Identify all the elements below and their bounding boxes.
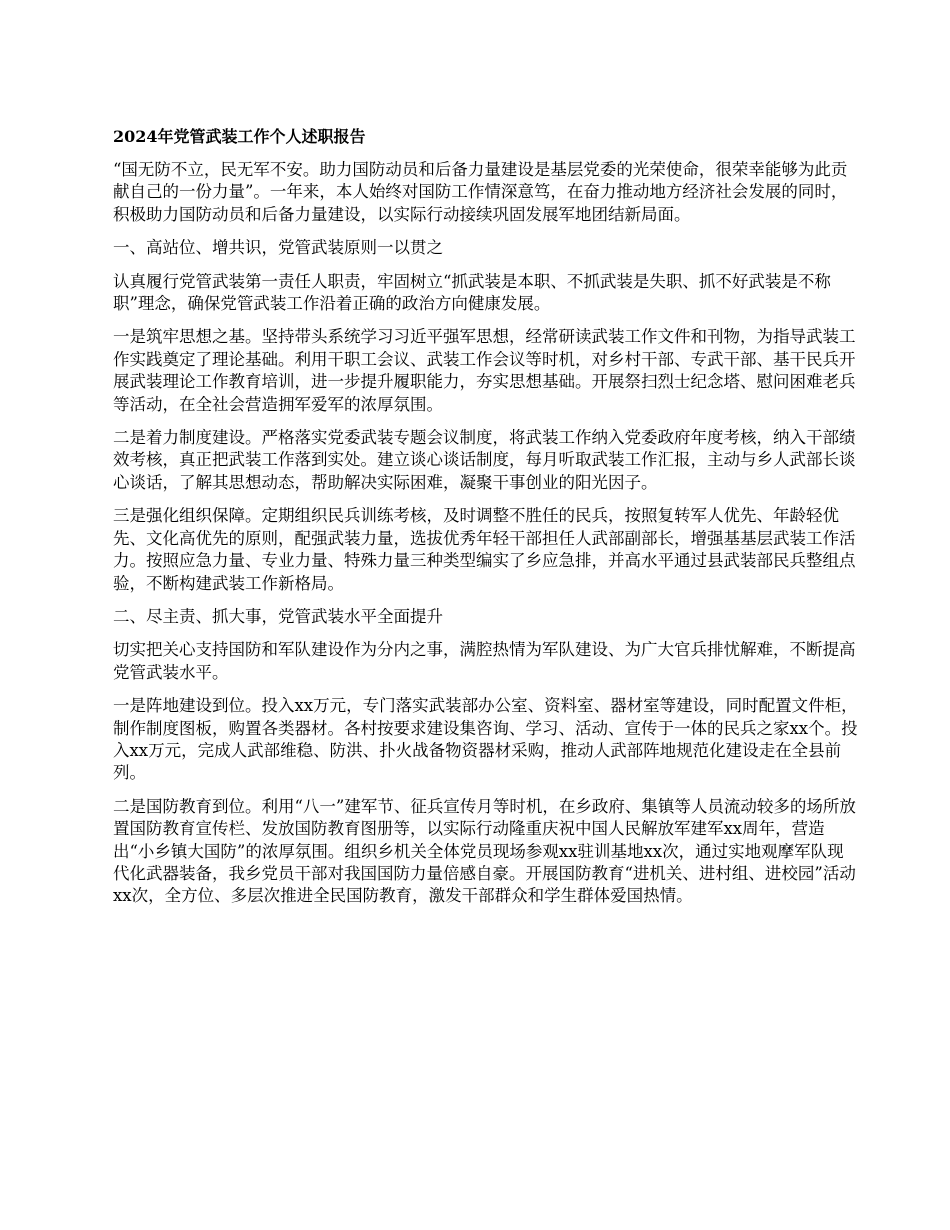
section-2-paragraph-1: 一是阵地建设到位。投入xx万元，专门落实武装部办公室、资料室、器材室等建设，同时配置文件柜，制作制度图板，购置各类器材。各村按要求建设集咨询、学习、活动、宣传于一体的民兵之家xx个。投入xx万元，完成人武部维稳、防洪、扑火战备物资器材采购，推动人武部阵地规范化建设走在全县前列。 (113, 696, 858, 783)
section-2-heading: 二、尽主责、抓大事，党管武装水平全面提升 (113, 606, 443, 626)
section-2-lead: 切实把关心支持国防和军队建设作为分内之事，满腔热情为军队建设、为广大官兵排忧解难，不断提高党管武装水平。 (113, 640, 856, 682)
section-1-paragraph-2: 二是着力制度建设。严格落实党委武装专题会议制度，将武装工作纳入党委政府年度考核，纳入干部绩效考核，真正把武装工作落到实处。建立谈心谈话制度，每月听取武装工作汇报，主动与乡人武部长谈心谈话，了解其思想动态，帮助解决实际困难，凝聚干事创业的阳光因子。 (113, 428, 856, 492)
section-1-heading: 一、高站位、增共识，党管武装原则一以贯之 (113, 238, 443, 258)
section-1-lead: 认真履行党管武装第一责任人职责，牢固树立“抓武装是本职、不抓武装是失职、抓不好武装是不称职”理念，确保党管武装工作沿着正确的政治方向健康发展。 (113, 271, 831, 314)
intro-paragraph: “国无防不立，民无军不安。助力国防动员和后备力量建设是基层党委的光荣使命，很荣幸能够为此贡献自己的一份力量”。一年来，本人始终对国防工作情深意笃，在奋力推动地方经济社会发展的同时，积极助力国防动员和后备力量建设，以实际行动接续巩固发展军地团结新局面。 (113, 160, 848, 224)
document-title: 2024年党管武装工作个人述职报告 (113, 127, 366, 146)
section-2-paragraph-2: 二是国防教育到位。利用“八一”建军节、征兵宣传月等时机，在乡政府、集镇等人员流动较多的场所放置国防教育宣传栏、发放国防教育图册等，以实际行动隆重庆祝中国人民解放军建军xx周年，营造出“小乡镇大国防”的浓厚氛围。组织乡机关全体党员现场参观xx驻训基地xx次，通过实地观摩军队现代化武器装备，我乡党员干部对我国国防力量倍感自豪。开展国防教育“进机关、进村组、进校园”活动xx次，全方位、多层次推进全民国防教育，激发干部群众和学生群体爱国热情。 (113, 796, 856, 906)
section-1-paragraph-3: 三是强化组织保障。定期组织民兵训练考核，及时调整不胜任的民兵，按照复转军人优先、年龄轻优先、文化高优先的原则，配强武装力量，选拔优秀年轻干部担任人武部副部长，增强基基层武装工作活力。按照应急力量、专业力量、特殊力量三种类型编实了乡应急排，并高水平通过县武装部民兵整组点验，不断构建武装工作新格局。 (113, 506, 856, 593)
section-1-paragraph-1: 一是筑牢思想之基。坚持带头系统学习习近平强军思想，经常研读武装工作文件和刊物，为指导武装工作实践奠定了理论基础。利用干职工会议、武装工作会议等时机，对乡村干部、专武干部、基干民兵开展武装理论工作教育培训，进一步提升履职能力，夯实思想基础。开展祭扫烈士纪念塔、慰问困难老兵等活动，在全社会营造拥军爱军的浓厚氛围。 (113, 327, 856, 414)
document-page (113, 126, 858, 919)
